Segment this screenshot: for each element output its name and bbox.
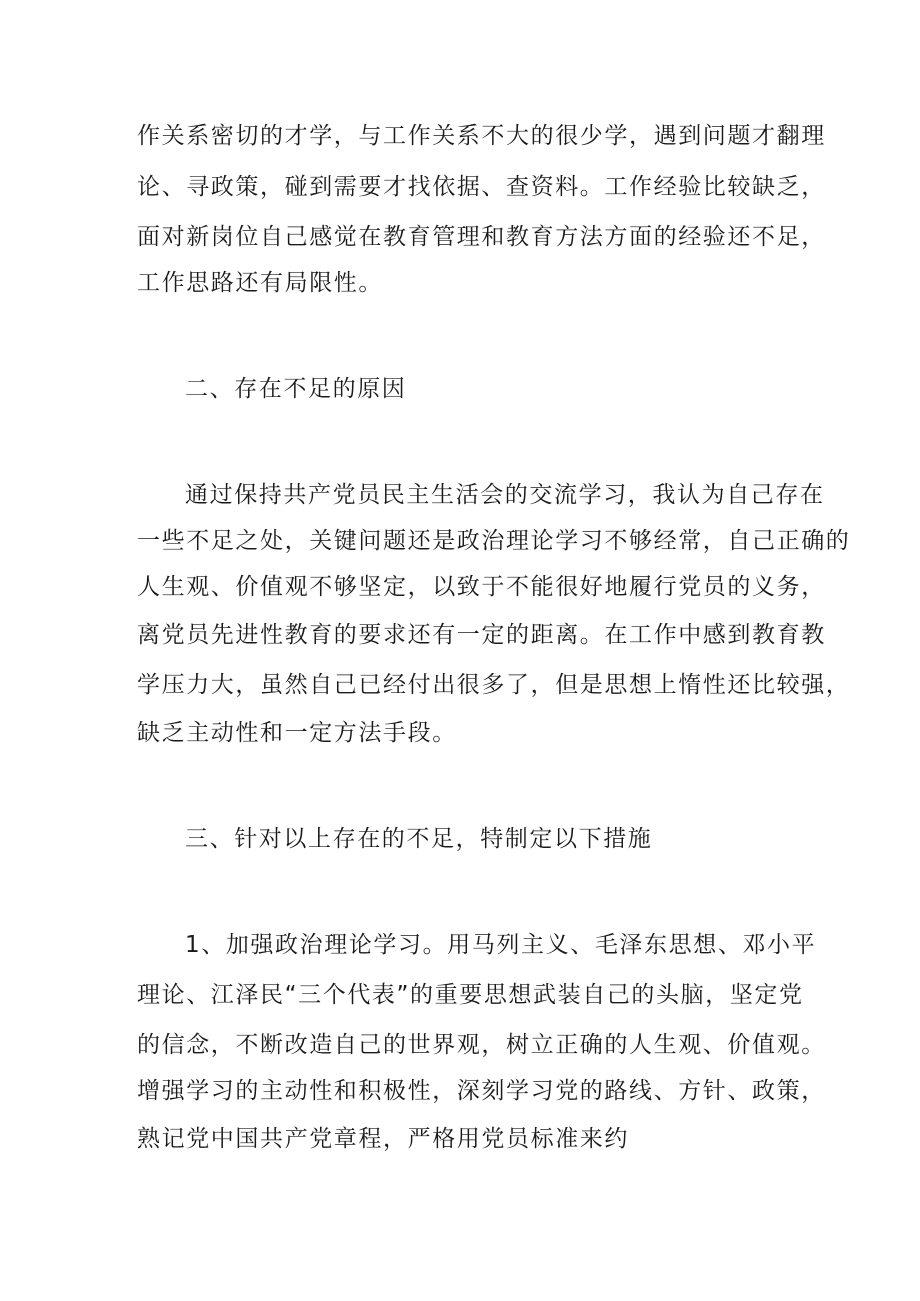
paragraph-line: 离党员先进性教育的要求还有一定的距离。在工作中感到教育教 bbox=[137, 622, 826, 648]
paragraph-line: 学压力大，虽然自己已经付出很多了，但是思想上惰性还比较强， bbox=[137, 672, 851, 698]
paragraph-line: 作关系密切的才学，与工作关系不大的很少学，遇到问题才翻理 bbox=[137, 123, 826, 149]
paragraph-line: 一些不足之处，关键问题还是政治理论学习不够经常，自己正确的 bbox=[137, 528, 851, 554]
paragraph-line: 理论、江泽民“三个代表”的重要思想武装自己的头脑，坚定党 bbox=[137, 982, 804, 1008]
paragraph-line: 的信念，不断改造自己的世界观，树立正确的人生观、价值观。 bbox=[137, 1032, 826, 1058]
paragraph-line: 1、加强政治理论学习。用马列主义、毛泽东思想、邓小平 bbox=[185, 932, 817, 958]
section-heading-3: 三、针对以上存在的不足，特制定以下措施 bbox=[185, 826, 653, 852]
paragraph-line: 缺乏主动性和一定方法手段。 bbox=[137, 720, 457, 746]
paragraph-line: 面对新岗位自己感觉在教育管理和教育方法方面的经验还不足， bbox=[137, 224, 826, 250]
paragraph-line: 增强学习的主动性和积极性，深刻学习党的路线、方针、政策， bbox=[137, 1078, 826, 1104]
paragraph-line: 工作思路还有局限性。 bbox=[137, 270, 383, 296]
paragraph-line: 人生观、价值观不够坚定，以致于不能很好地履行党员的义务， bbox=[137, 574, 826, 600]
paragraph-line: 论、寻政策，碰到需要才找依据、查资料。工作经验比较缺乏， bbox=[137, 174, 826, 200]
section-heading-2: 二、存在不足的原因 bbox=[185, 376, 407, 402]
paragraph-line: 熟记党中国共产党章程，严格用党员标准来约 bbox=[137, 1126, 629, 1152]
paragraph-line: 通过保持共产党员民主生活会的交流学习，我认为自己存在 bbox=[185, 482, 825, 508]
